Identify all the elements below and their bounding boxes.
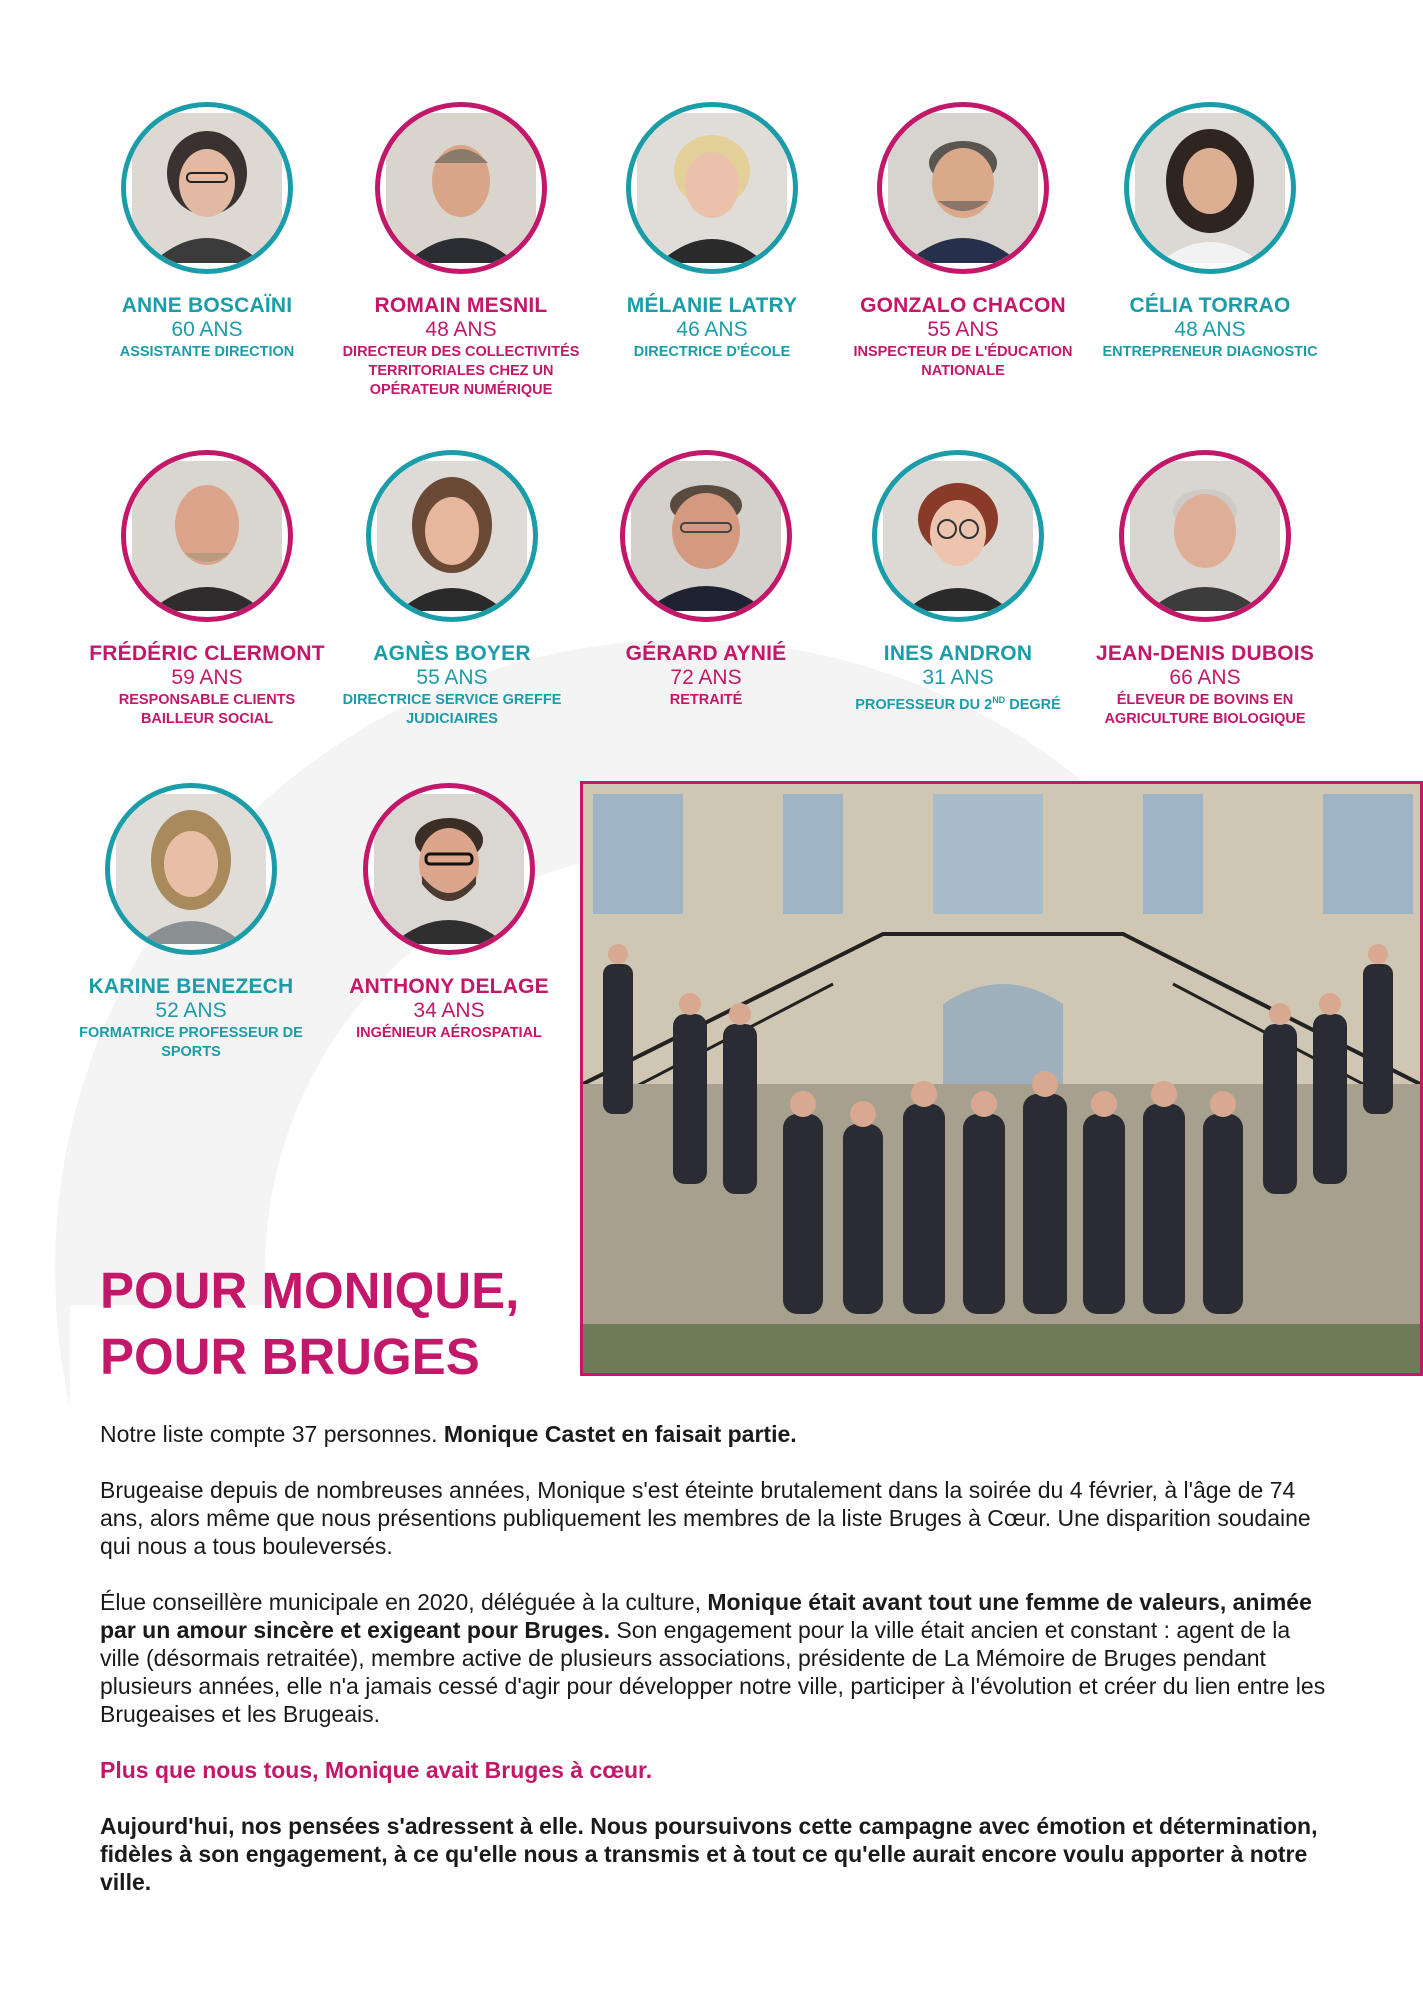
portrait-avatar-icon [1135, 113, 1285, 263]
portrait-avatar-icon [1130, 461, 1280, 611]
portrait-avatar-icon [377, 461, 527, 611]
candidate-card [336, 102, 586, 400]
candidate-card [1085, 102, 1335, 362]
candidate-name: GONZALO CHACON [860, 294, 1066, 317]
portrait-avatar-icon [132, 113, 282, 263]
candidate-age: 34 ANS [413, 999, 485, 1022]
candidate-photo [1124, 102, 1296, 274]
highlight-quote: Plus que nous tous, Monique avait Bruges à cœur. [100, 1757, 653, 1783]
candidate-job: ÉLEVEUR DE BOVINS EN AGRICULTURE BIOLOGIQUE [1104, 692, 1306, 727]
candidate-job: DIRECTRICE SERVICE GREFFE JUDICIAIRES [342, 692, 562, 727]
paragraph: Élue conseillère municipale en 2020, déléguée à la culture, Monique était avant tout une femme de valeurs, animée par un amour sincère et exigeant pour Bruges. Son engagement pour la ville était ancien et constant : agent de la ville (désormais retraitée), membre active de plusieurs associations, présidente de La Mémoire de Bruges pendant plusieurs années, elle n'a jamais cessé d'agir pour développer notre ville, participer à l'évolution et créer du lien entre les Brugeaises et les Brugeais. [100, 1589, 1326, 1727]
candidate-job: RETRAITÉ [669, 692, 743, 708]
candidate-photo [121, 102, 293, 274]
candidate-age: 46 ANS [676, 318, 748, 341]
portrait-avatar-icon [116, 794, 266, 944]
paragraph: Notre liste compte 37 personnes. Monique Castet en faisait partie. [100, 1421, 797, 1447]
candidate-name: FRÉDÉRIC CLERMONT [89, 642, 325, 665]
group-photo-illustration-icon [583, 784, 1420, 1373]
candidate-age: 55 ANS [416, 666, 488, 689]
portrait-avatar-icon [637, 113, 787, 263]
page-title: POUR MONIQUE, POUR BRUGES [100, 1262, 520, 1385]
candidate-job: INSPECTEUR DE L'ÉDUCATION NATIONALE [853, 344, 1073, 379]
portrait-avatar-icon [132, 461, 282, 611]
paragraph: Brugeaise depuis de nombreuses années, Monique s'est éteinte brutalement dans la soirée du 4 février, à l'âge de 74 ans, alors même que nous présentions publiquement les membres de la liste Bruges à Cœur. Une disparition soudaine qui nous a tous bouleversés. [100, 1477, 1311, 1559]
candidate-job: ENTREPRENEUR DIAGNOSTIC [1102, 344, 1318, 360]
candidate-name: INES ANDRON [883, 642, 1033, 665]
candidate-job: FORMATRICE PROFESSEUR DE SPORTS [79, 1025, 303, 1060]
candidate-photo [363, 783, 535, 955]
candidate-age: 72 ANS [670, 666, 742, 689]
article-body [100, 1420, 1330, 1924]
candidate-age: 31 ANS [922, 666, 994, 689]
candidate-card [587, 102, 837, 362]
candidate-age: 52 ANS [155, 999, 227, 1022]
candidate-card [82, 102, 332, 362]
portrait-avatar-icon [883, 461, 1033, 611]
group-photo [580, 781, 1423, 1376]
candidate-card [66, 783, 316, 1062]
candidate-photo [1119, 450, 1291, 622]
candidate-job: PROFESSEUR DU 2ND DEGRÉ [855, 695, 1061, 713]
candidate-job: DIRECTRICE D'ÉCOLE [633, 344, 791, 360]
candidate-job: ASSISTANTE DIRECTION [119, 344, 295, 360]
candidate-photo [105, 783, 277, 955]
candidate-name: CÉLIA TORRAO [1129, 294, 1291, 317]
candidate-name: ROMAIN MESNIL [374, 294, 548, 317]
candidate-card [1080, 450, 1330, 729]
candidate-name: KARINE BENEZECH [88, 975, 294, 998]
candidate-photo [121, 450, 293, 622]
candidate-age: 48 ANS [425, 318, 497, 341]
candidate-name: ANTHONY DELAGE [349, 975, 549, 998]
candidate-card [833, 450, 1083, 715]
portrait-avatar-icon [631, 461, 781, 611]
candidate-photo [877, 102, 1049, 274]
candidate-photo [366, 450, 538, 622]
candidate-name: MÉLANIE LATRY [626, 294, 798, 317]
candidate-photo [626, 102, 798, 274]
candidate-name: GÉRARD AYNIÉ [625, 642, 787, 665]
candidate-photo [620, 450, 792, 622]
candidate-card [838, 102, 1088, 381]
candidate-photo [375, 102, 547, 274]
paragraph-closing: Aujourd'hui, nos pensées s'adressent à elle. Nous poursuivons cette campagne avec émotion et détermination, fidèles à son engagement, à ce qu'elle nous a transmis et à tout ce qu'elle aurait encore voulu apporter à notre ville. [100, 1813, 1318, 1895]
candidate-name: JEAN-DENIS DUBOIS [1095, 642, 1315, 665]
candidate-age: 60 ANS [171, 318, 243, 341]
candidate-job: DIRECTEUR DES COLLECTIVITÉS TERRITORIALES CHEZ UN OPÉRATEUR NUMÉRIQUE [342, 344, 580, 398]
candidate-name: AGNÈS BOYER [373, 642, 531, 665]
candidate-age: 66 ANS [1169, 666, 1241, 689]
candidate-photo [872, 450, 1044, 622]
candidate-card [581, 450, 831, 710]
candidate-name: ANNE BOSCAÏNI [121, 294, 293, 317]
portrait-avatar-icon [374, 794, 524, 944]
candidate-card [82, 450, 332, 729]
candidate-age: 59 ANS [171, 666, 243, 689]
candidate-job: INGÉNIEUR AÉROSPATIAL [356, 1025, 542, 1041]
candidate-job: RESPONSABLE CLIENTS BAILLEUR SOCIAL [118, 692, 296, 727]
portrait-avatar-icon [888, 113, 1038, 263]
candidate-card [327, 450, 577, 729]
candidate-age: 48 ANS [1174, 318, 1246, 341]
candidate-age: 55 ANS [927, 318, 999, 341]
portrait-avatar-icon [386, 113, 536, 263]
candidate-card [324, 783, 574, 1043]
